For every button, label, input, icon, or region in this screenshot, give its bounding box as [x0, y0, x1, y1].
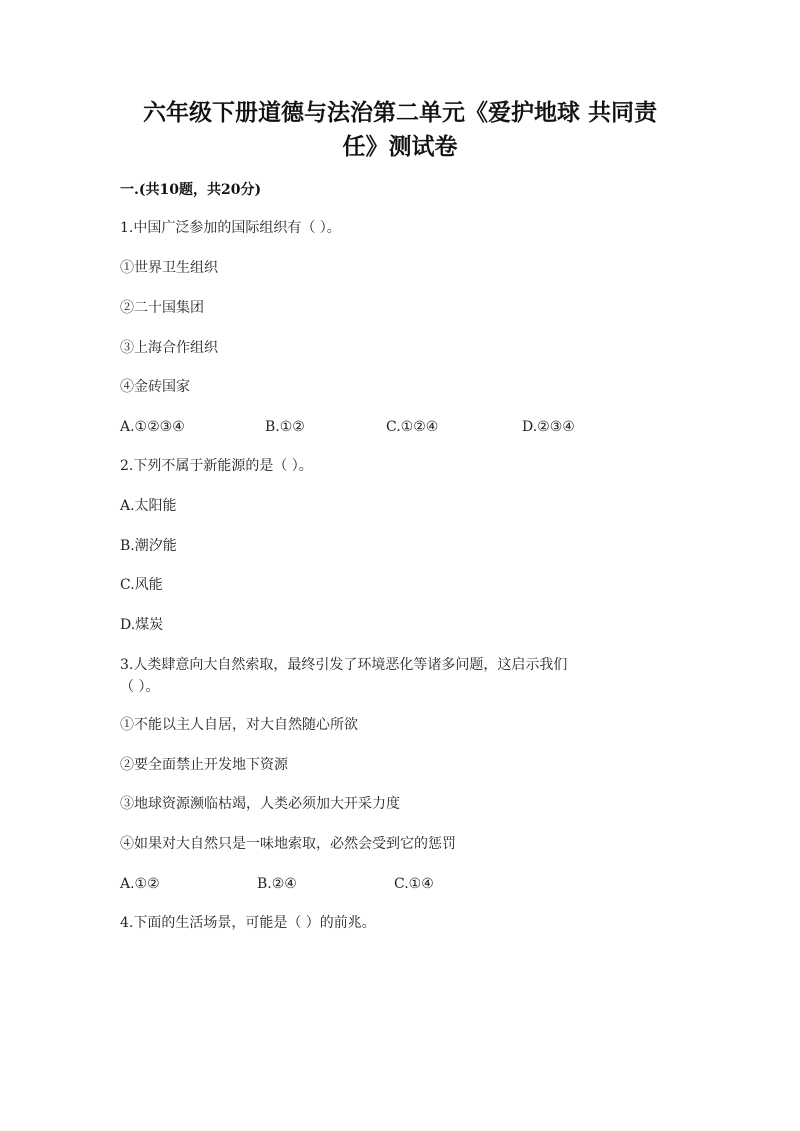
q3-stem-line-2: （ ）。 — [120, 679, 160, 695]
q3-option-b: B.②④ — [257, 876, 297, 892]
q2-option-b: B.潮汐能 — [120, 538, 177, 554]
q1-item-3: ③上海合作组织 — [120, 340, 218, 356]
title-line-2: 任》测试卷 — [342, 133, 458, 160]
q1-item-1: ①世界卫生组织 — [120, 260, 218, 276]
q1-stem: 1.中国广泛参加的国际组织有（ ）。 — [120, 220, 341, 236]
q1-item-2: ②二十国集团 — [120, 300, 204, 316]
q1-option-c: C.①②④ — [386, 419, 439, 435]
section-heading: 一.(共10题，共20分) — [120, 182, 262, 198]
q2-option-a: A.太阳能 — [120, 498, 177, 514]
q4-stem: 4.下面的生活场景，可能是（ ）的前兆。 — [120, 915, 376, 931]
q2-option-c: C.风能 — [120, 577, 163, 593]
q2-stem: 2.下列不属于新能源的是（ ）。 — [120, 458, 313, 474]
page-title — [110, 96, 690, 164]
q1-item-4: ④金砖国家 — [120, 379, 190, 395]
q3-item-4: ④如果对大自然只是一味地索取，必然会受到它的惩罚 — [120, 836, 456, 852]
q3-option-c: C.①④ — [394, 876, 434, 892]
q3-item-2: ②要全面禁止开发地下资源 — [120, 757, 288, 773]
q1-option-a: A.①②③④ — [120, 419, 185, 435]
q3-option-a: A.①② — [120, 876, 160, 892]
q3-item-3: ③地球资源濒临枯竭，人类必须加大开采力度 — [120, 796, 400, 812]
q1-option-b: B.①② — [265, 419, 305, 435]
title-line-1: 六年级下册道德与法治第二单元《爱护地球 共同责 — [142, 99, 657, 126]
q3-item-1: ①不能以主人自居，对大自然随心所欲 — [120, 717, 358, 733]
q1-option-d: D.②③④ — [522, 419, 575, 435]
q2-option-d: D.煤炭 — [120, 617, 164, 633]
q3-stem-line-1: 3.人类肆意向大自然索取，最终引发了环境恶化等诸多问题，这启示我们 — [120, 657, 568, 673]
